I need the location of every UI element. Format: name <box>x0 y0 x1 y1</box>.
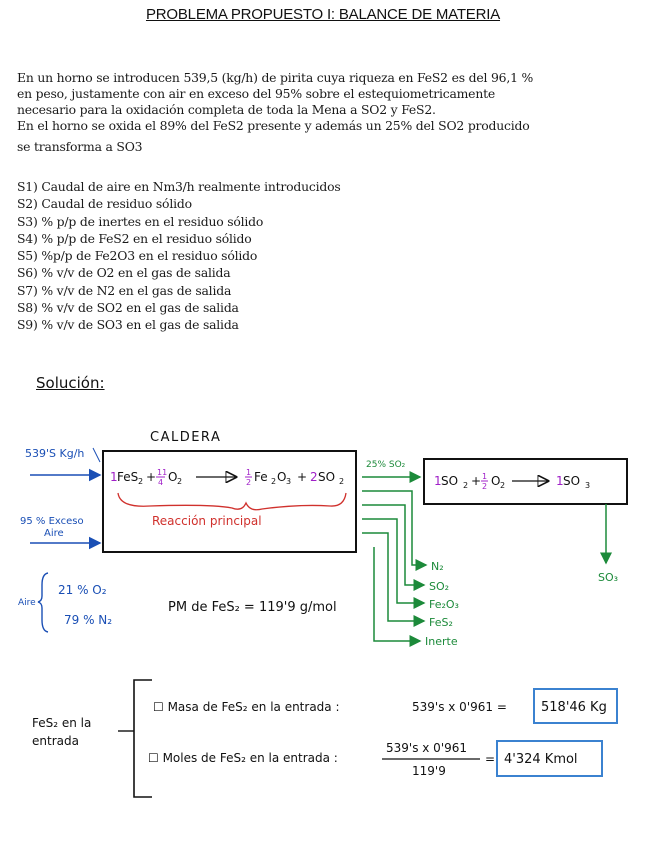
reaction2-sub-1: 2 <box>463 481 469 490</box>
reaction1-sub-4: 2 <box>339 477 345 486</box>
calc-bracket <box>134 680 152 797</box>
moles-result: 4'324 Kmol <box>504 752 578 767</box>
reaction2-plus: + <box>471 474 482 488</box>
excess-air-label-2: Aire <box>44 528 64 539</box>
stream-fes2 <box>362 533 424 621</box>
solution-heading: Solución: <box>36 374 105 392</box>
reaction1-coef-4: 2 <box>310 470 318 484</box>
output-label-fe2o3: Fe₂O₃ <box>429 598 459 611</box>
so3-out-label: SO₃ <box>598 571 619 584</box>
question-item: S5) %p/p de Fe2O3 en el residuo sólido <box>17 248 258 264</box>
second-reaction <box>434 472 590 491</box>
output-streams <box>362 491 426 641</box>
mass-label: ☐ Masa de FeS₂ en la entrada : <box>153 700 340 714</box>
reaction1-plus-2: + <box>297 470 308 484</box>
stream-fe2o3 <box>362 519 424 603</box>
air-o2: 21 % O₂ <box>58 583 107 597</box>
reaction2-coef-3: 1 <box>556 474 564 488</box>
reaction1-coef-2-num: 11 <box>157 468 168 477</box>
reaction1-sub-1: 2 <box>138 477 144 486</box>
air-brace <box>38 573 48 632</box>
reaction2-species-1: SO <box>441 474 459 488</box>
feed-label: 539'S Kg/h <box>25 447 85 460</box>
main-reaction <box>110 468 344 487</box>
moles-denominator: 119'9 <box>412 764 446 778</box>
reaction1-sub-3a: 2 <box>271 477 277 486</box>
boiler-label: CALDERA <box>150 430 222 445</box>
reaction1-sub-3b: 3 <box>286 477 292 486</box>
question-item: S4) % p/p de FeS2 en el residuo sólido <box>17 230 252 246</box>
excess-air-label: 95 % Exceso <box>20 516 84 527</box>
output-label-inerte: Inerte <box>425 635 458 648</box>
reaction-label: Reacción principal <box>152 514 262 528</box>
reaction2-sub-3: 3 <box>585 481 591 490</box>
page-title: PROBLEMA PROPUESTO I: BALANCE DE MATERIA <box>145 6 501 23</box>
question-item: S7) % v/v de N2 en el gas de salida <box>17 282 232 298</box>
mass-result: 518'46 Kg <box>541 700 607 715</box>
question-item: S3) % p/p de inertes en el residuo sólido <box>17 213 264 229</box>
reaction1-sub-2: 2 <box>177 477 183 486</box>
split-label: 25% SO₂ <box>366 460 406 470</box>
reaction2-coef-1: 1 <box>434 474 442 488</box>
reaction2-sub-2: 2 <box>500 481 506 490</box>
stream-n2 <box>362 491 426 565</box>
reaction1-plus-1: + <box>146 470 157 484</box>
air-n2: 79 % N₂ <box>64 613 113 627</box>
statement-line: En el horno se oxida el 89% del FeS2 presente y además un 25% del SO2 producido <box>17 118 530 133</box>
reaction1-species-2: O <box>168 470 178 484</box>
statement-line: en peso, justamente con air en exceso del 95% sobre el estequiometricamente <box>17 86 496 101</box>
moles-label: ☐ Moles de FeS₂ en la entrada : <box>148 751 338 765</box>
output-label-fes2: FeS₂ <box>429 616 453 629</box>
question-item: S8) % v/v de SO2 en el gas de salida <box>17 300 239 316</box>
reaction2-coef-2-den: 2 <box>482 482 488 491</box>
calc-group-label-2: entrada <box>32 734 79 748</box>
output-label-so2: SO₂ <box>429 580 450 593</box>
reaction1-coef-1: 1 <box>110 470 118 484</box>
stream-so2 <box>362 505 424 585</box>
reaction1-species-3: Fe <box>254 470 268 484</box>
question-item: S6) % v/v de O2 en el gas de salida <box>17 265 231 281</box>
reaction1-species-1: FeS <box>117 470 139 484</box>
reaction1-coef-2-den: 4 <box>158 478 164 487</box>
reaction1-coef-3-num: 1 <box>246 468 252 477</box>
molar-mass: PM de FeS₂ = 119'9 g/mol <box>168 600 337 615</box>
calc-group-label: FeS₂ en la <box>32 716 92 730</box>
statement-line: se transforma a SO3 <box>17 139 143 154</box>
reaction1-coef-3-den: 2 <box>246 478 252 487</box>
moles-numerator: 539's x 0'961 <box>386 741 468 755</box>
mass-expression: 539's x 0'961 = <box>412 700 507 714</box>
reaction-brace <box>118 493 346 510</box>
reaction2-coef-2-num: 1 <box>482 472 488 481</box>
boiler-box <box>103 451 356 552</box>
moles-equals: = <box>485 752 496 766</box>
question-item: S9) % v/v de SO3 en el gas de salida <box>17 317 239 333</box>
reaction2-species-3: SO <box>563 474 581 488</box>
output-label-n2: N₂ <box>431 560 444 573</box>
reaction1-species-3-o: O <box>277 470 287 484</box>
air-label: Aire <box>18 598 36 608</box>
reaction2-species-2: O <box>491 474 501 488</box>
question-item: S2) Caudal de residuo sólido <box>17 196 192 212</box>
statement-line: necesario para la oxidación completa de toda la Mena a SO2 y FeS2. <box>17 102 436 117</box>
statement-line: En un horno se introducen 539,5 (kg/h) de pirita cuya riqueza en FeS2 es del 96,1 % <box>17 70 534 85</box>
feed-tick <box>93 448 100 462</box>
question-item: S1) Caudal de aire en Nm3/h realmente introducidos <box>17 179 341 194</box>
reaction1-species-4: SO <box>318 470 336 484</box>
